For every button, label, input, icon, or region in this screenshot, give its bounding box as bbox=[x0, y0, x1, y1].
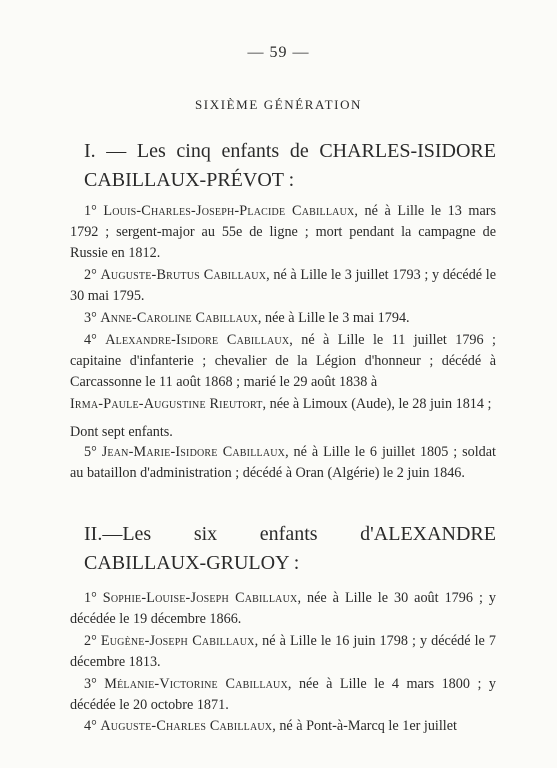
list-item: 3° Mélanie-Victorine Cabillaux, née à Lille le 4 mars 1800 ; y décédée le 20 octobre 1871. bbox=[70, 676, 496, 713]
list-item: 2° Auguste-Brutus Cabillaux, né à Lille le 3 juillet 1793 ; y décédé le 30 mai 1795. bbox=[70, 267, 497, 304]
generation-title: SIXIÈME GÉNÉRATION bbox=[194, 97, 363, 112]
children-note: Dont sept enfants. bbox=[70, 424, 173, 440]
person-name: Alexandre-Isidore Cabillaux bbox=[105, 332, 290, 348]
list-item: 5° Jean-Marie-Isidore Cabillaux, né à Lille le 6 juillet 1805 ; soldat au bataillon d'administration ; décédé à Oran (Algérie) le 2 juin 1846. bbox=[70, 444, 496, 481]
person-name: Mélanie-Victorine Cabillaux bbox=[104, 676, 288, 692]
person-name: Eugène-Joseph Cabillaux bbox=[100, 633, 255, 649]
person-name: Anne-Caroline Cabillaux bbox=[100, 310, 258, 326]
list-item: 4° Auguste-Charles Cabillaux, né à Pont-à-Marcq le 1er juillet bbox=[84, 718, 457, 734]
person-name: Irma-Paule-Augustine Rieutort bbox=[70, 396, 263, 412]
list-item: 2° Eugène-Joseph Cabillaux, né à Lille le 16 juin 1798 ; y décédé le 7 décembre 1813. bbox=[70, 633, 497, 670]
page-number: — 59 — bbox=[247, 44, 310, 61]
list-item: 3° Anne-Caroline Cabillaux, née à Lille le 3 mai 1794. bbox=[84, 310, 410, 326]
section-title: II.—Les six enfants d'ALEXANDRE CABILLAUX-GRULOY : bbox=[84, 523, 496, 574]
person-name: Sophie-Louise-Joseph Cabillaux bbox=[102, 590, 298, 606]
list-item: 4° Alexandre-Isidore Cabillaux, né à Lille le 11 juillet 1796 ; capitaine d'infanterie ; chevalier de la Légion d'honneur ; décédé à Carcassonne le 11 août 1868 ; marié le 29 août 1838 à bbox=[70, 332, 496, 390]
list-item: 1° Sophie-Louise-Joseph Cabillaux, née à Lille le 30 août 1796 ; y décédée le 19 décembre 1866. bbox=[70, 590, 496, 627]
list-item: 1° Louis-Charles-Joseph-Placide Cabillaux, né à Lille le 13 mars 1792 ; sergent-major au 55e de ligne ; mort pendant la campagne de Russie en 1812. bbox=[70, 203, 497, 261]
person-name: Jean-Marie-Isidore Cabillaux bbox=[101, 444, 286, 460]
person-name: Louis-Charles-Joseph-Placide Cabillaux bbox=[103, 203, 355, 219]
section-title: I. — Les cinq enfants de CHARLES-ISIDORE CABILLAUX-PRÉVOT : bbox=[84, 140, 496, 191]
person-name: Auguste-Charles Cabillaux bbox=[100, 718, 273, 734]
spouse-line: Irma-Paule-Augustine Rieutort, née à Limoux (Aude), le 28 juin 1814 ; bbox=[70, 396, 492, 412]
person-name: Auguste-Brutus Cabillaux bbox=[100, 267, 267, 283]
